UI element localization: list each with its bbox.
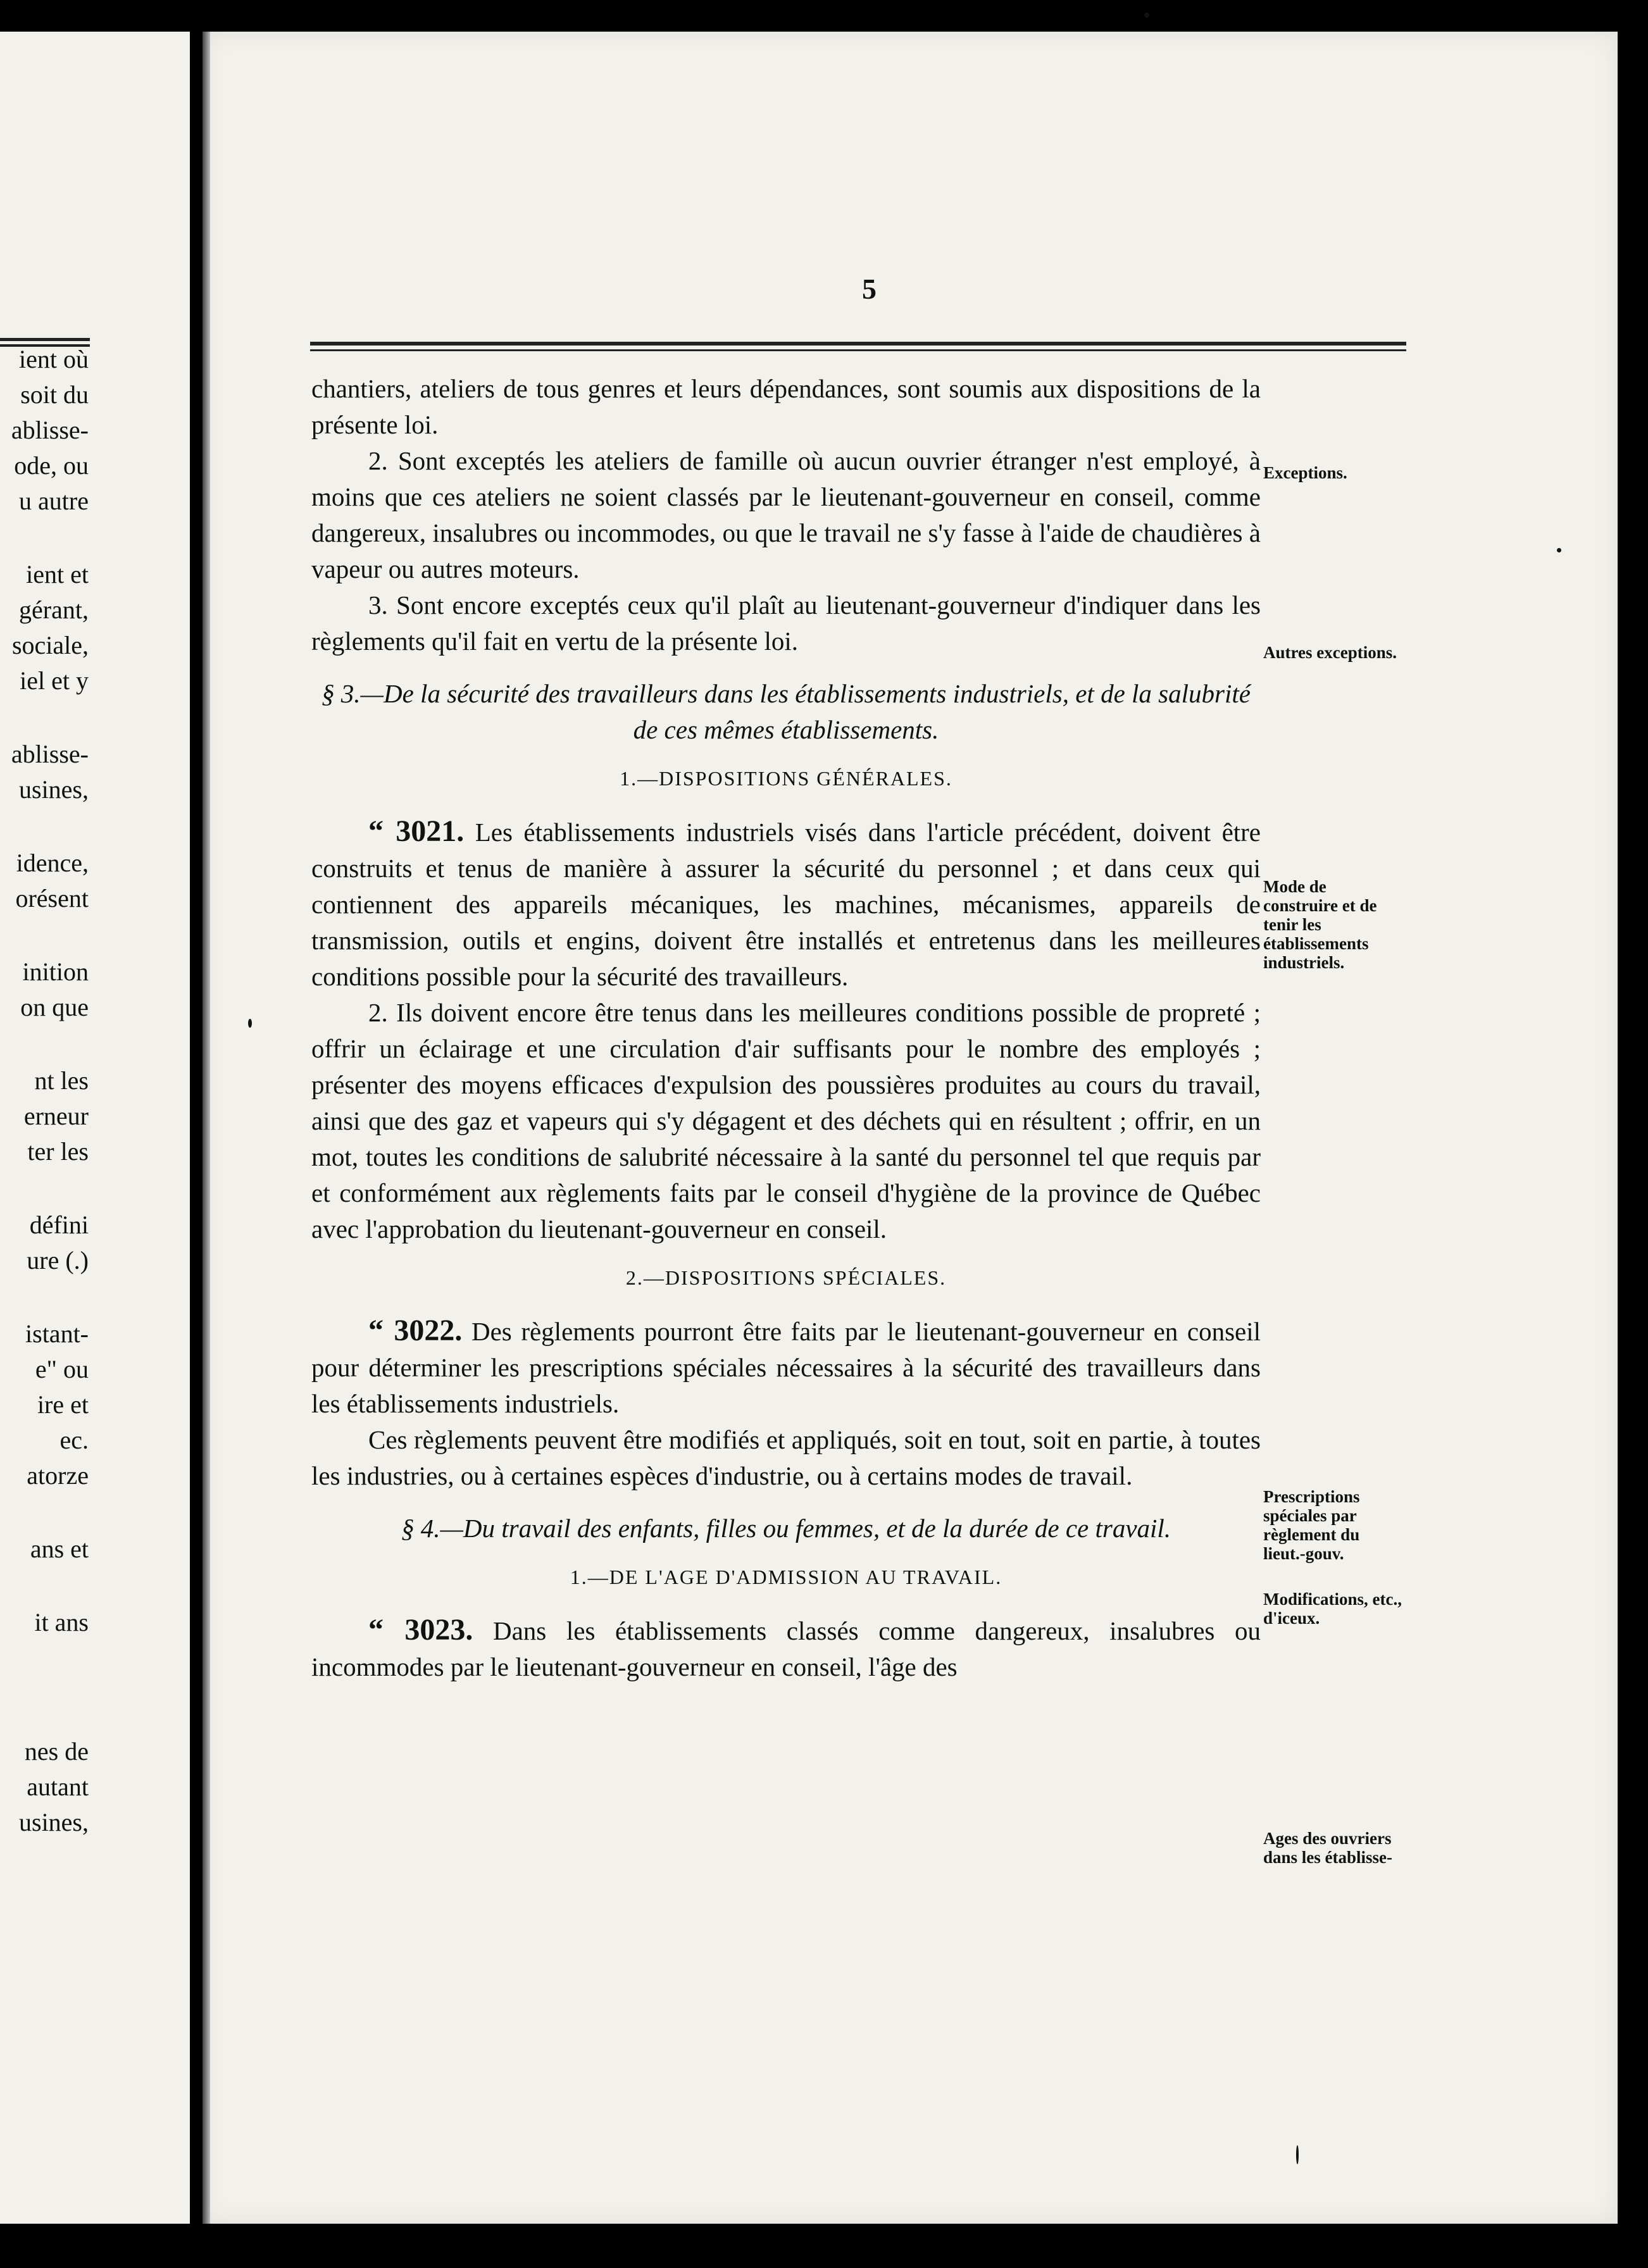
left-page-text-fragment: sociale, — [11, 631, 89, 659]
article-number: “ 3021. — [368, 814, 465, 848]
article-paragraph — [311, 813, 1261, 995]
margin-note: Mode de construire et de tenir les établissements industriels. — [1263, 877, 1377, 972]
left-page-text-fragment: défini — [29, 1211, 89, 1239]
left-page-text-fragment: inition — [22, 957, 89, 986]
left-page-text-fragment: ablisse- — [11, 416, 89, 444]
header-rule — [310, 349, 1406, 351]
body-paragraph: 2. Ils doivent encore être tenus dans les meilleures conditions possible de propreté ; offrir un éclairage et une circulation d'air suffisants pour le nombre des employés ; présenter des moyens efficaces d'expulsion des poussières produites au cours du travail, ainsi que des gaz et vapeurs qui s'y dégagent et des déchets qui en résultent ; offrir, en un mot, toutes les conditions de salubrité nécessaire à la santé du personnel tel que requis par et conformément aux règlements faits par le conseil d'hygiène de la province de Québec avec l'approbation du lieutenant-gouverneur en conseil. — [311, 998, 1261, 1243]
margin-note: Modifications, etc., d'iceux. — [1263, 1590, 1402, 1628]
left-page-text-fragment: idence, — [16, 849, 89, 877]
page-number: 5 — [862, 273, 877, 305]
article-number: “ 3023. — [368, 1613, 473, 1647]
subsection-heading: 1.—DISPOSITIONS GÉNÉRALES. — [620, 767, 952, 790]
article-paragraph — [311, 1312, 1261, 1422]
previous-page-fragment — [0, 32, 190, 2224]
left-page-text-fragment: ec. — [59, 1426, 89, 1454]
left-page-text-fragment: it ans — [34, 1608, 89, 1636]
article-text: Les établissements industriels visés dans l'article précédent, doivent être construits et tenus de manière à assurer la sécurité du personnel ; et dans ceux qui contiennent des appareils mécaniques, les machines, mécanismes, appareils de transmission, outils et engins, doivent être installés et entretenus dans les meilleures conditions possible pour la sécurité des travailleurs. — [311, 818, 1261, 991]
margin-note: Prescriptions spéciales par règlement du lieut.-gouv. — [1263, 1487, 1360, 1563]
header-rule — [310, 342, 1406, 346]
left-page-rule — [0, 338, 90, 341]
body-paragraph: Ces règlements peuvent être modifiés et appliqués, soit en tout, soit en partie, à toutes les industries, ou à certaines espèces d'industrie, ou à certains modes de travail. — [311, 1425, 1261, 1490]
left-page-text-fragment: ter les — [27, 1137, 89, 1166]
section-heading: § 3.—De la sécurité des travailleurs dans les établissements industriels, et de la salubrité de ces mêmes établissements. — [321, 679, 1251, 744]
page-body — [311, 371, 1261, 1685]
body-paragraph: 3. Sont encore exceptés ceux qu'il plaît au lieutenant-gouverneur d'indiquer dans les règlements qu'il fait en vertu de la présente loi. — [311, 590, 1261, 656]
left-page-text-fragment: erneur — [23, 1102, 89, 1130]
left-page-text-fragment: u autre — [19, 487, 89, 515]
margin-note: Ages des ouvriers dans les établisse- — [1263, 1829, 1393, 1867]
scan-speck — [1557, 548, 1561, 552]
left-page-text-fragment: soit du — [20, 380, 89, 409]
left-page-text-fragment: ient et — [26, 560, 89, 589]
page-fold — [203, 32, 210, 2224]
article-text: Des règlements pourront être faits par le lieutenant-gouverneur en conseil pour déterminer les prescriptions spéciales nécessaires à la sécurité des travailleurs dans les établissements industriels. — [311, 1317, 1261, 1418]
scan-speck — [1144, 13, 1149, 18]
left-page-text-fragment: on que — [20, 993, 89, 1021]
left-page-text-fragment: ablisse- — [11, 740, 89, 768]
left-page-text-fragment: nt les — [34, 1066, 89, 1095]
left-page-text-fragment: atorze — [27, 1461, 89, 1490]
left-page-text-fragment: iel et y — [20, 666, 89, 695]
left-page-text-fragment: autant — [27, 1773, 89, 1801]
scan-speck — [1296, 2145, 1299, 2164]
body-paragraph: chantiers, ateliers de tous genres et leurs dépendances, sont soumis aux dispositions de la présente loi. — [311, 374, 1261, 439]
scan-speck — [248, 1019, 252, 1028]
left-page-text-fragment: ient où — [19, 345, 89, 373]
body-paragraph: 2. Sont exceptés les ateliers de famille où aucun ouvrier étranger n'est employé, à moins que ces ateliers ne soient classés par le lieutenant-gouverneur en conseil, comme dangereux, insalubres ou incommodes, ou que le travail ne s'y fasse à l'aide de chaudières à vapeur ou autres moteurs. — [311, 446, 1261, 583]
left-page-text-fragment: orésent — [15, 884, 89, 913]
margin-note: Exceptions. — [1263, 463, 1347, 482]
article-number: “ 3022. — [368, 1314, 463, 1347]
left-page-text-fragment: usines, — [19, 775, 89, 804]
subsection-heading: 2.—DISPOSITIONS SPÉCIALES. — [625, 1266, 947, 1289]
left-page-text-fragment: ode, ou — [14, 451, 89, 480]
left-page-text-fragment: usines, — [19, 1808, 89, 1836]
left-page-text-fragment: ire et — [37, 1390, 89, 1419]
section-heading: § 4.—Du travail des enfants, filles ou femmes, et de la durée de ce travail. — [401, 1514, 1171, 1543]
left-page-text-fragment: ans et — [30, 1535, 89, 1563]
left-page-text-fragment: ure (.) — [27, 1246, 89, 1274]
margin-note: Autres exceptions. — [1263, 643, 1397, 662]
subsection-heading: 1.—DE L'AGE D'ADMISSION AU TRAVAIL. — [570, 1566, 1002, 1588]
left-page-text-fragment: e" ou — [35, 1355, 89, 1383]
left-page-text-fragment: istant- — [25, 1319, 89, 1348]
article-text: Dans les établissements classés comme dangereux, insalubres ou incommodes par le lieutenant-gouverneur en conseil, l'âge des — [311, 1616, 1261, 1681]
left-page-text-fragment: nes de — [24, 1737, 89, 1766]
left-page-text-fragment: gérant, — [19, 595, 89, 624]
article-paragraph — [311, 1612, 1261, 1685]
